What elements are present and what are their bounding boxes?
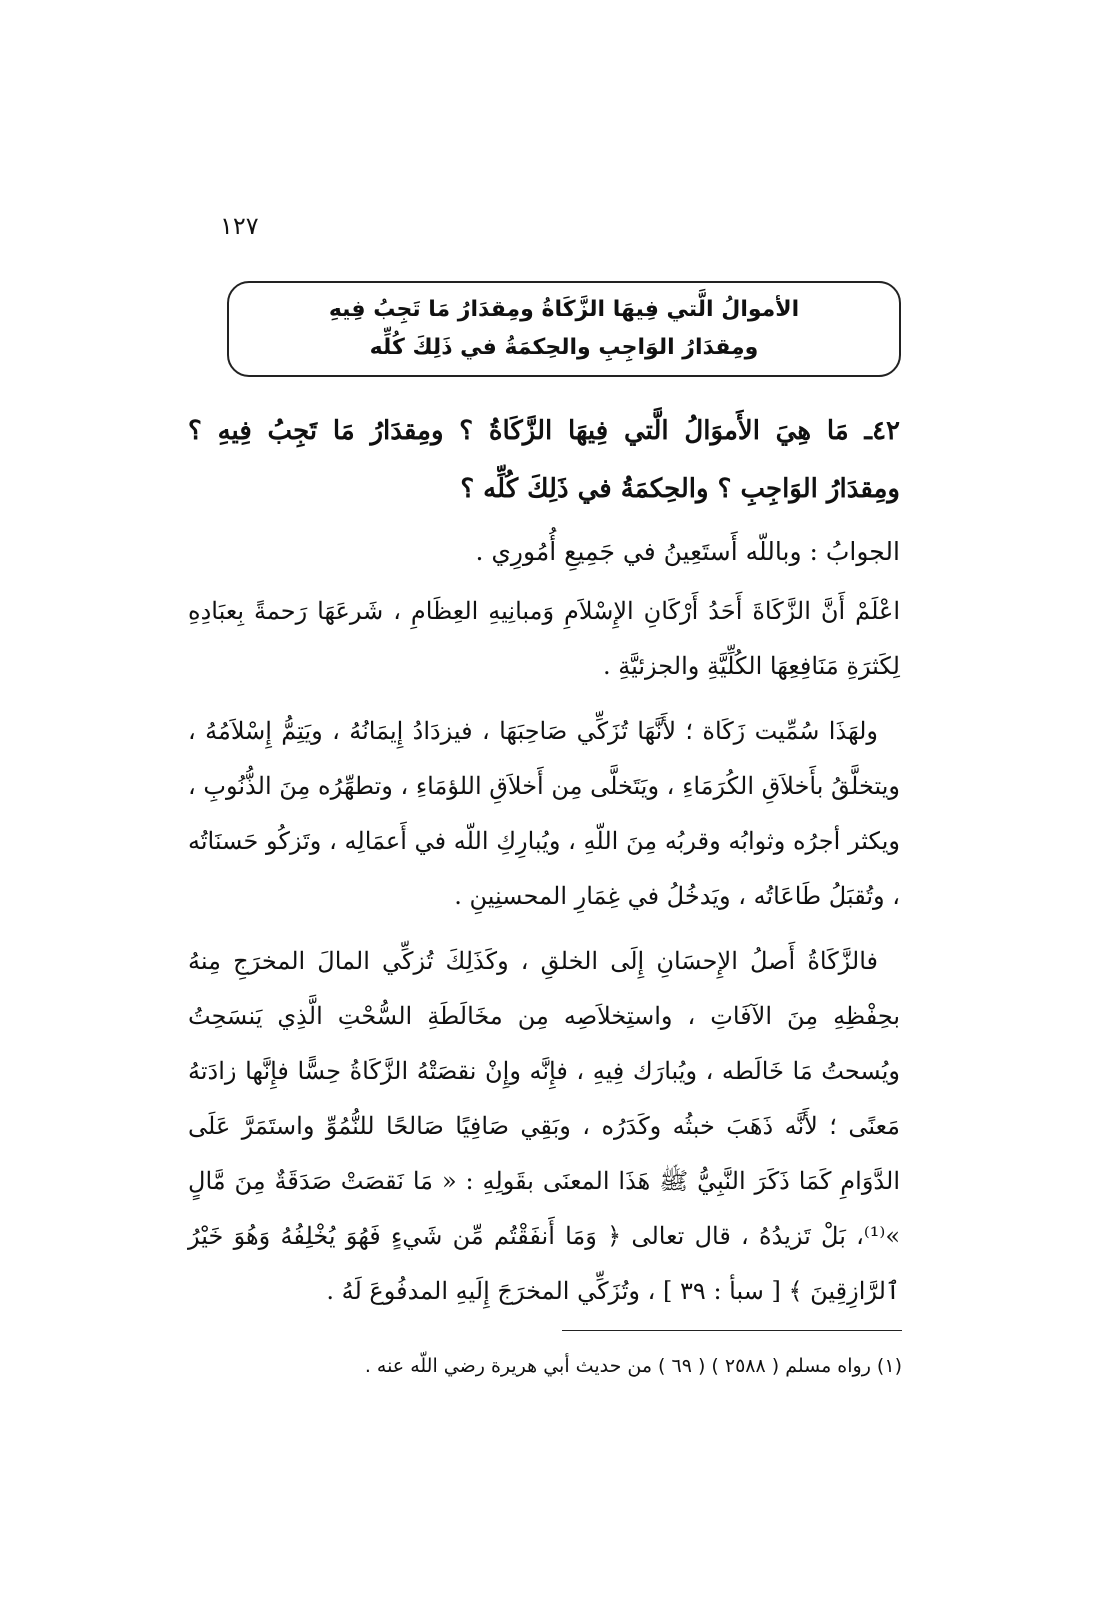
paragraph-3: فالزَّكَاةُ أَصلُ الإِحسَانِ إِلَى الخلقِ ، وكَذَلِكَ تُزكِّي المالَ المخرَجِ مِنهُ بحِفْظِهِ مِنَ الآفَاتِ ، واستِخلاَصِه مِن مخَالَطَةِ السُّحْتِ الَّذِي يَنسَحِتُ ويُسحتُ مَا خَالَطه ، ويُبارَك فِيهِ ، فإِنَّه وإِنْ نقصَتْهُ الزَّكَاةُ حِسًّا فإِنَّها زادَتهُ مَعنًى ؛ لأَنَّه ذَهَبَ خبثُه وكَدَرُه ، وبَقِي صَافِيًا صَالحًا للنُّمُوِّ واستَمَرَّ عَلَى الدَّوَامِ كَمَا ذَكَرَ النَّبِيُّ ﷺ هَذَا المعنَى بقَولِهِ : « مَا نَقصَتْ صَدَقَةٌ مِنَ مَّالٍ »⁽¹⁾، بَلْ تَزيدُهُ ، قال تعالى ﴿ وَمَا أَنفَقْتُم مِّن شَيءٍ فَهُوَ يُخْلِفُهُ وَهُوَ خَيْرُ ٱلرَّازِقِينَ ﴾ [ سبأ : ٣٩ ] ، وتُزَكِّي المخرَجَ إِلَيهِ المدفُوعَ لَهُ .	[188, 947, 901, 1305]
section-title-line-2: ومِقدَارُ الوَاجِبِ والحِكمَةُ في ذَلِكَ كُلِّه	[369, 335, 759, 360]
paragraph-2: ولهَذَا سُمِّيت زَكَاة ؛ لأَنَّهَا تُزَكِّي صَاحِبَهَا ، فيزدَادُ إِيمَانُهُ ، ويَتِمُّ إِسْلاَمُهُ ، ويتخلَّقُ بأَخلاَقِ الكُرَمَاءِ ، ويَتَخلَّى مِن أَخلاَقِ اللؤمَاءِ ، وتطهِّرُه مِنَ الذُّنُوبِ ، ويكثر أجرُه وثوابُه وقربُه مِنَ اللّهِ ، ويُبارِكِ اللّه في أَعمَالِه ، وتَزكُو حَسنَاتُه ، وتُقبَلُ طَاعَاتُه ، ويَدخُلُ في غِمَارِ المحسنِينِ .	[188, 717, 900, 910]
question-heading: ٤٢ـ مَا هِيَ الأَموَالُ الَّتي فِيهَا الزَّكَاةُ ؟ ومِقدَارُ مَا تَجِبُ فِيهِ ؟ ومِقدَارُ الوَاجِبِ ؟ والحِكمَةُ في ذَلِكَ كُلِّه ؟	[188, 416, 900, 504]
page-number: ١٢٧	[220, 212, 259, 240]
footnote-divider	[562, 1330, 902, 1331]
section-title-line-1: الأموالُ الَّتي فِيهَا الزَّكَاةُ ومِقدَارُ مَا تَجِبُ فِيهِ	[328, 297, 800, 322]
paragraph-1: اعْلَمْ أَنَّ الزَّكَاةَ أَحَدُ أَرْكَانِ الإِسْلاَمِ وَمبانِيهِ العِظَامِ ، شَرعَهَا رَحمةً بِعبَادِهِ لِكَثرَةِ مَنَافِعِهَا الكُلِّيَّةِ والجزئيَّةِ .	[188, 597, 900, 680]
footnote: (١) رواه مسلم ( ٢٥٨٨ ) ( ٦٩ ) من حديث أبي هريرة رضي اللّه عنه .	[364, 1355, 902, 1377]
page-body	[188, 402, 900, 1329]
section-title-box	[227, 281, 901, 377]
answer-intro: الجوابُ : وباللّه أَستَعِينُ في جَمِيعِ أُمُورِي .	[475, 537, 900, 566]
